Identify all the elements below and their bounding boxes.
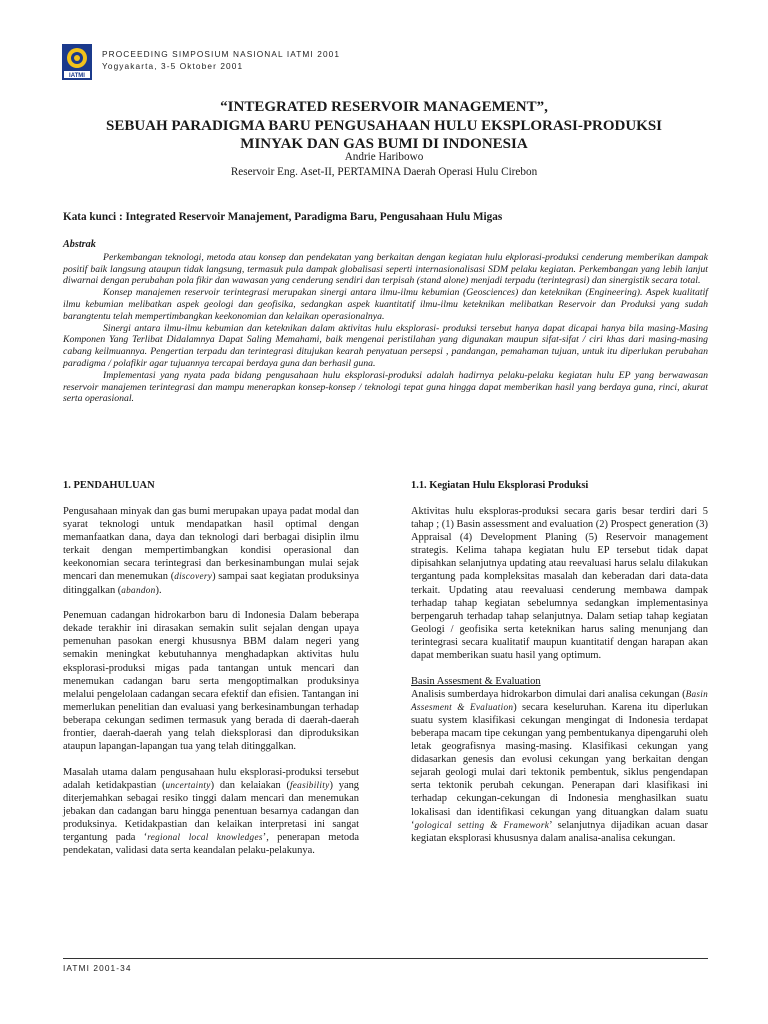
proceeding-location-date: Yogyakarta, 3-5 Oktober 2001 [102, 61, 244, 71]
term-feasibility: feasibility [289, 779, 330, 790]
body-paragraph: Aktivitas hulu eksploras-produksi secara garis besar terdiri dari 5 tahap ; (1) Basin assessment and evaluation (2) Prospect generation (3) Appraisal (4) Development Planing (5) Reservoir management strategis. Kelima tahapa kegiatan hulu EP tersebut tidak dapat dipisahkan selanjutnya updating atau reevaluasi harus selalu dilakukan tergantung pada kompleksitas masalah dan keberadan dari data-data terkait. Updating atau reevaluasi cenderung membawa dampak terhadap tahap kegiatan sebelumnya sedangkan implementasinya berpengaruh terhadap tahap selanjutnya. Dalam setiap tahap kegiatan Geologi / geofisika serta keteknikan harus saling menunjang dan terintegrasi secara kualitatif maupun kuantitatif dengan harapan akan dapat memberikan suatu hasil yang optimum. [411, 506, 708, 662]
right-column [411, 479, 708, 857]
header-text [102, 48, 340, 72]
body-paragraph: Masalah utama dalam pengusahaan hulu eksplorasi-produksi tersebut adalah ketidakpastian (uncertainty) dan kelaiakan (feasibility) yang diterjemahkan sebagai resiko tinggi dalam mencari dan menemukan jebakan dan cadangan baru hingga penentuan besarnya cadangan dan produksinya. Ketidakpastian dan kelaikan interpretasi ini sangat tergantung pada ‘regional local knowledges’, penerapan metoda pendekatan, validasi data serta keandalan pelaku-pelakunya. [63, 766, 360, 857]
title-line-3: MINYAK DAN GAS BUMI DI INDONESIA [240, 136, 528, 152]
proceeding-name: PROCEEDING SIMPOSIUM NASIONAL IATMI 2001 [102, 49, 341, 59]
term-abandon: abandon [121, 584, 156, 595]
abstract-paragraph: Implementasi yang nyata pada bidang pengusahaan hulu eksplorasi-produksi adalah hadirnya pelaku-pelaku kegiatan hulu EP yang berwawasan reservoir manajemen terintegrasi dan mampu menerapkan konsep-konsep / teknologi tepat guna hingga dapat memberikan hasil yang berdaya guna, rinci, akurat serta operasional. [63, 369, 708, 405]
abstract-heading: Abstrak [63, 239, 96, 250]
abstract-paragraph: Konsep manajemen reservoir terintegrasi merupakan sinergi antara ilmu-ilmu kebumian (Geosciences) dan keteknikan (Engineering). Aspek kualitatif ilmu kebumian melibatkan aspek geologi dan geofisika, sedangkan aspek kuantitatif ilmu-ilmu keteknikan melibatkan Reservoir dan Produksi yang sudah barangtentu telah mempertimbangkan keekonomian dan kelaikan operasionalnya. [63, 287, 708, 322]
abstract-paragraph: Sinergi antara ilmu-ilmu kebumian dan keteknikan dalam aktivitas hulu eksplorasi- produksi tersebut hanya dapat dicapai hanya bila masing-Masing Komponen Yang Terlibat Didalamnya Dapat Saling Memahami, baik mengenai peristilahan yang digunakan maupun sifat-sifat / ciri khas dari masing-masing cabang keilmuannya. Pengertian terpadu dan terintegrasi ditujukan kearah penyatuan persepsi , pandangan, pemahaman tujuan, untuk itu diperlukan perubahan paradigma / polafikir agar tujuannya tercapai berdaya guna dan berhasil guna. [63, 322, 708, 369]
abstract-paragraph: Perkembangan teknologi, metoda atau konsep dan pendekatan yang berkaitan dengan kegiatan hulu ekplorasi-produksi cenderung memberikan dampak positif baik langsung ataupun tidak langsung, termasuk pula dampak globalisasi seperti internasionalisasi SDM pelaku kegiatan. Perkembangan yang lebih lanjut diwarnai dengan perubahan pola fikir dan wawasan yang cenderung sendiri dan terpisah (stand alone) menjadi terpadu (terintegrasi) dan sinergistik secara total. [63, 251, 708, 287]
keywords: Kata kunci : Integrated Reservoir Manajement, Paradigma Baru, Pengusahaan Hulu Migas [63, 211, 503, 223]
term-uncertainty: uncertainty [165, 779, 211, 790]
subheading-basin-assesment: Basin Assesment & Evaluation [411, 675, 541, 687]
term-discovery: discovery [174, 571, 213, 582]
body-paragraph: Penemuan cadangan hidrokarbon baru di Indonesia Dalam beberapa dekade terakhir ini dirasakan semakin sulit sejalan dengan upaya pemenuhan pasokan energi khususnya BBM dalam negeri yang semakin meningkat kebutuhannya menghadapkan aktivitas hulu eksplorasi-produksi migas pada tantangan untuk mencari dan menemukan cadangan baru serta mengoptimalkan produksinya melalui pengelolaan cadangan secara efektif dan efisien. Tantangan ini memerlukan penelitian dan evaluasi yang berkesinambungan terhadap beberapa cekungan sedimen termasuk yang berada di daerah-daerah frontier, daerah-daerah yang telah dieksplorasi dan diproduksikan ataupun lapangan-lapangan tua yang telah ditinggalkan. [63, 610, 359, 753]
page-number: IATMI 2001-34 [63, 963, 132, 973]
left-column [63, 479, 359, 870]
iatmi-logo [62, 44, 92, 80]
author-block [60, 150, 708, 179]
section-heading-kegiatan-hulu: 1.1. Kegiatan Hulu Eksplorasi Produksi [411, 480, 589, 491]
title-line-1: “INTEGRATED RESERVOIR MANAGEMENT”, [220, 99, 548, 115]
abstract [63, 239, 708, 405]
term-geological-setting: gological setting & Framework [414, 819, 550, 830]
section-heading-pendahuluan: 1. PENDAHULUAN [63, 480, 155, 491]
term-basin-assesment: Basin Assesment & Evaluation [411, 688, 708, 712]
author-name: Andrie Haribowo [344, 151, 424, 163]
paper-title [60, 98, 708, 154]
logo-text: IATMI [69, 73, 85, 79]
term-regional-local-knowledges: regional local knowledges [147, 832, 263, 843]
footer-divider [63, 958, 708, 959]
body-paragraph: Analisis sumberdaya hidrokarbon dimulai dari analisa cekungan (Basin Assesment & Evaluation) secara keseluruhan. Karena itu diperlukan suatu system klasifikasi cekungan mengingat di Indonesia terdapat beberapa macam tipe cekungan yang pembentukanya dipengaruhi oleh letak geografisnya masing-masing. Klasifikasi cekungan yang didasarkan genesis dan evolusi cekungan yang berkaitan dengan sejarah geologi mulai dari tektonik pembentuk, siklus pengendapan serta tektonik perubah cekungan. Penerapan dari klasifikasi ini terhadap cekungan-cekungan di Indonesia menghasilkan suatu lokalisasi dan identifikasi cekungan yang dituangkan dalam suatu ‘gological setting & Framework’ selanjutnya dijadikan acuan dasar kegiatan eksplorasi khususnya dalam analisa-analisa cekungan. [411, 688, 708, 844]
author-affiliation: Reservoir Eng. Aset-II, PERTAMINA Daerah Operasi Hulu Cirebon [230, 165, 538, 178]
body-paragraph: Pengusahaan minyak dan gas bumi merupakan upaya padat modal dan syarat teknologi untuk mendapatkan hasil optimal dengan memanfaatkan dana, daya dan teknologi dari berbagai disiplin ilmu terkait dengan mempertimbangkan kondisi operasional dan keekonomian secara terintegrasi dan berkesinambungan mulai sejak mencari dan menemukan (discovery) sampai saat kegiatan produksinya ditinggalkan (abandon). [63, 506, 359, 596]
title-line-2: SEBUAH PARADIGMA BARU PENGUSAHAAN HULU EKSPLORASI-PRODUKSI [105, 117, 663, 134]
